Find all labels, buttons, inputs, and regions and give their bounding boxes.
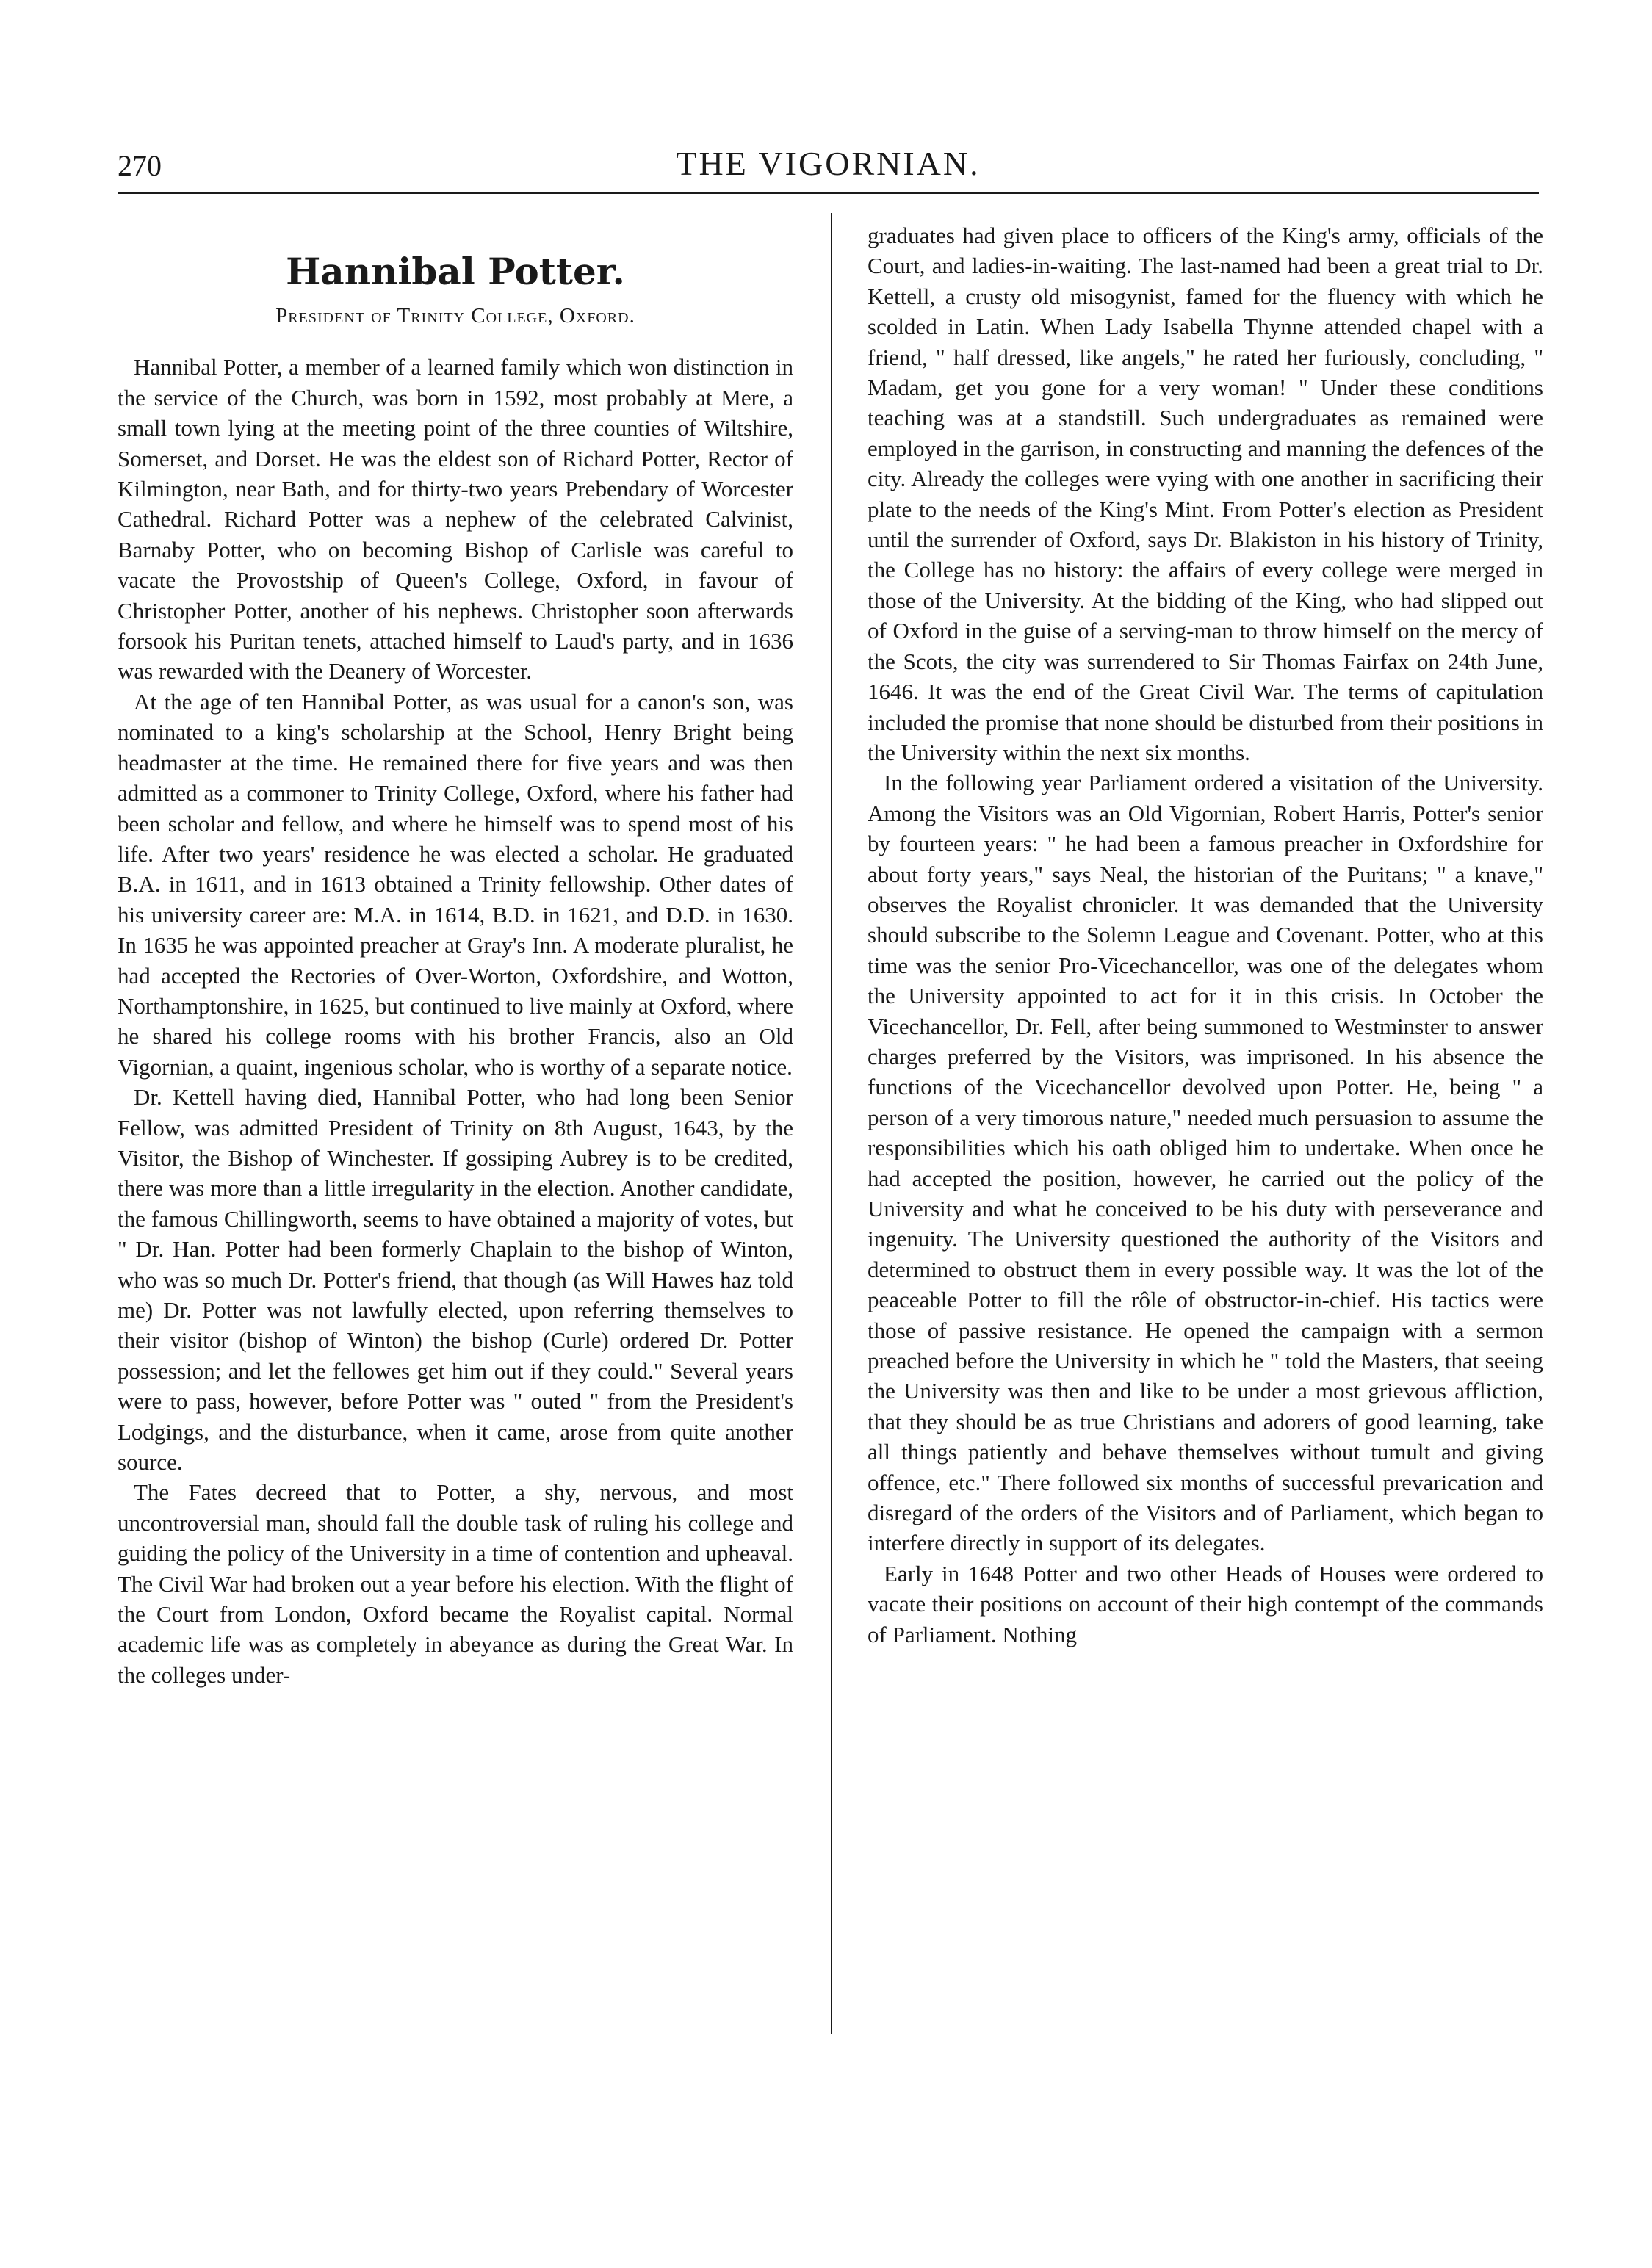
running-title: THE VIGORNIAN.	[676, 145, 981, 182]
paragraph: At the age of ten Hannibal Potter, as was usual for a canon's son, was nominated to a king's scholarship at the School, Henry Bright being headmaster at the time. He remained there for five years and was then admitted as a commoner to Trinity College, Oxford, where his father had been scholar and fellow, and where he himself was to spend most of his life. After two years' residence he was elected a scholar. He graduated B.A. in 1611, and in 1613 obtained a Trinity fellowship. Other dates of his university career are: M.A. in 1614, B.D. in 1621, and D.D. in 1630. In 1635 he was appointed preacher at Gray's Inn. A moderate pluralist, he had accepted the Rectories of Over-Worton, Oxfordshire, and Wotton, Northamptonshire, in 1625, but continued to live mainly at Oxford, where he shared his college rooms with his brother Francis, also an Old Vigornian, a quaint, ingenious scholar, who is worthy of a separate notice.	[118, 688, 793, 1080]
paragraph: In the following year Parliament ordered a visitation of the University. Among the Visitors was an Old Vigornian, Robert Harris, Potter's senior by fourteen years: " he had been a famous preacher in Oxfordshire for about forty years," says Neal, the historian of the Puritans; " a knave," observes the Royalist chronicler. It was demanded that the University should subscribe to the Solemn League and Covenant. Potter, who at this time was the senior Pro-Vicechancellor, was one of the delegates whom the University appointed to act for it in this crisis. In October the Vicechancellor, Dr. Fell, after being summoned to Westminster to answer charges preferred by the Visitors, was imprisoned. In his absence the functions of the Vicechancellor devolved upon Potter. He, being " a person of a very timorous nature," needed much persuasion to assume the responsibilities which his oath obliged him to undertake. When once he had accepted the position, however, he carried out the policy of the University and what he conceived to be his duty with perseverance and ingenuity. The University questioned the authority of the Visitors and determined to obstruct them in every possible way. It was the lot of the peaceable Potter to fill the rôle of obstructor-in-chief. His tactics were those of passive resistance. He opened the campaign with a sermon preached before the University in which he " told the Masters, that seeing the University was then and like to be under a most grievous affliction, that they should be as true Christians and adorers of good learning, take all things patiently and behave themselves without tumult and giving offence, etc." There followed six months of successful prevarication and disregard of the orders of the Visitors and of Parliament, which began to interfere directly in support of its delegates.	[868, 770, 1543, 1556]
paragraph: Early in 1648 Potter and two other Heads of Houses were ordered to vacate their positions on account of their high contempt of the commands of Parliament. Nothing	[868, 1560, 1543, 1647]
paragraph: Dr. Kettell having died, Hannibal Potter, who had long been Senior Fellow, was admitted President of Trinity on 8th August, 1643, by the Visitor, the Bishop of Winchester. If gossiping Aubrey is to be credited, there was more than a little irregularity in the election. Another candidate, the famous Chillingworth, seems to have obtained a majority of votes, but " Dr. Han. Potter had been formerly Chaplain to the bishop of Winton, who was so much Dr. Potter's friend, that though (as Will Hawes haz told me) Dr. Potter was not lawfully elected, upon referring themselves to their visitor (bishop of Winton) the bishop (Curle) ordered Dr. Potter possession; and let the fellowes get him out if they could." Several years were to pass, however, before Potter was " outed " from the President's Lodgings, and the disturbance, when it came, arose from quite another source.	[118, 1084, 793, 1476]
paragraph: The Fates decreed that to Potter, a shy, nervous, and most uncontroversial man, should fall the double task of ruling his college and guiding the policy of the University in a time of contention and upheaval. The Civil War had broken out a year before his election. With the flight of the Court from London, Oxford became the Royalist capital. Normal academic life was as completely in abeyance as during the Great War. In the colleges under-	[118, 1479, 793, 1688]
paragraph-continued: graduates had given place to officers of the King's army, officials of the Court, and ladies-in-waiting. The last-named had been a great trial to Dr. Kettell, a crusty old misogynist, famed for the fluency with which he scolded in Latin. When Lady Isabella Thynne attended chapel with a friend, " half dressed, like angels," he rated her furiously, concluding, " Madam, get you gone for a very woman! " Under these conditions teaching was at a standstill. Such undergraduates as remained were employed in the garrison, in constructing and manning the defences of the city. Already the colleges were vying with one another in sacrificing their plate to the needs of the King's Mint. From Potter's election as President until the surrender of Oxford, says Dr. Blakiston in his history of Trinity, the College has no history: the affairs of every college were merged in those of the University. At the bidding of the King, who had slipped out of Oxford in the guise of a serving-man to throw himself on the mercy of the Scots, the city was surrendered to Sir Thomas Fairfax on 24th June, 1646. It was the end of the Great Civil War. The terms of capitulation included the promise that none should be disturbed from their positions in the University within the next six months.	[868, 223, 1543, 765]
article-subtitle: President of Trinity College, Oxford.	[275, 304, 635, 328]
column-divider	[831, 213, 832, 2034]
article-title: Hannibal Potter.	[286, 250, 625, 293]
page-number: 270	[118, 149, 162, 182]
header-rule	[118, 192, 1539, 194]
page-header	[118, 140, 1539, 191]
paragraph: Hannibal Potter, a member of a learned family which won distinction in the service of the Church, was born in 1592, most probably at Mere, a small town lying at the meeting point of the three counties of Wiltshire, Somerset, and Dorset. He was the eldest son of Richard Potter, Rector of Kilmington, near Bath, and for thirty-two years Prebendary of Worcester Cathedral. Richard Potter was a nephew of the celebrated Calvinist, Barnaby Potter, who on becoming Bishop of Carlisle was careful to vacate the Provostship of Queen's College, Oxford, in favour of Christopher Potter, another of his nephews. Christopher soon afterwards forsook his Puritan tenets, attached himself to Laud's party, and in 1636 was rewarded with the Deanery of Worcester.	[118, 354, 793, 685]
left-column	[118, 220, 793, 1690]
right-column	[868, 220, 1543, 1650]
